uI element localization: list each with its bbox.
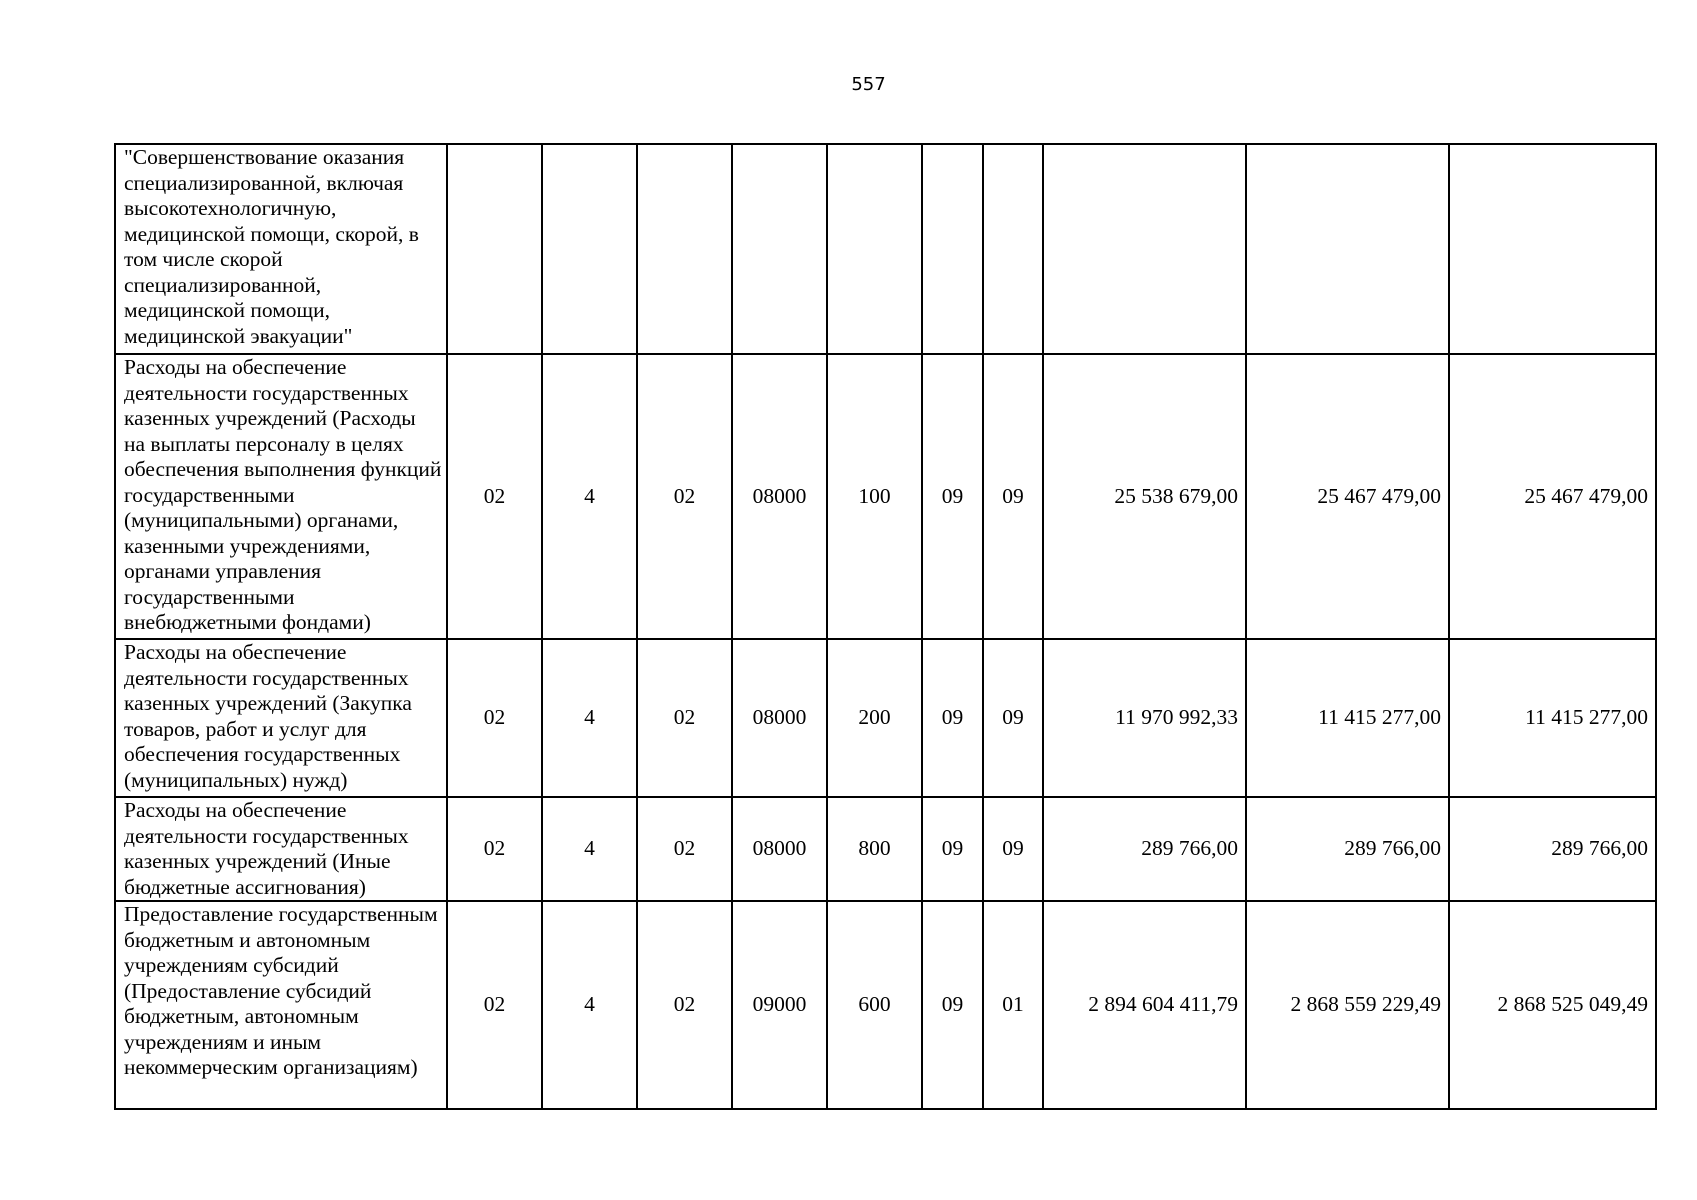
subprogram-code-cell: 02	[637, 901, 732, 1109]
expense-name-cell: Расходы на обеспечение деятельности государственных казенных учреждений (Иные бюджетные ассигнования)	[115, 797, 447, 901]
amount-cell: 11 415 277,00	[1246, 639, 1449, 797]
amount-cell: 25 467 479,00	[1449, 354, 1656, 639]
program-code-cell	[447, 144, 542, 354]
expense-name-cell: Предоставление государственным бюджетным и автономным учреждениям субсидий (Предоставление субсидий бюджетным, автономным учреждениям и иным некоммерческим организациям)	[115, 901, 447, 1109]
table-row	[115, 639, 1656, 797]
program-code-cell: 02	[447, 639, 542, 797]
subsection-code-cell: 09	[983, 639, 1043, 797]
expense-type-cell: 600	[827, 901, 922, 1109]
table-row	[115, 901, 1656, 1109]
direction-code-cell	[732, 144, 827, 354]
amount-cell: 2 868 525 049,49	[1449, 901, 1656, 1109]
section-code-cell: 09	[922, 797, 983, 901]
page-number: 557	[851, 74, 886, 95]
subprogram-code-cell: 02	[637, 639, 732, 797]
expense-type-cell	[827, 144, 922, 354]
amount-cell	[1246, 144, 1449, 354]
expense-type-cell: 100	[827, 354, 922, 639]
expense-type-cell: 800	[827, 797, 922, 901]
amount-cell: 289 766,00	[1449, 797, 1656, 901]
amount-cell: 289 766,00	[1043, 797, 1246, 901]
expense-name-cell: "Совершенствование оказания специализированной, включая высокотехнологичную, медицинской помощи, скорой, в том числе скорой специализированной, медицинской помощи, медицинской эвакуации"	[115, 144, 447, 354]
section-code-cell: 09	[922, 354, 983, 639]
amount-cell	[1449, 144, 1656, 354]
program-code-cell: 02	[447, 901, 542, 1109]
amount-cell: 25 467 479,00	[1246, 354, 1449, 639]
amount-cell	[1043, 144, 1246, 354]
amount-cell: 11 415 277,00	[1449, 639, 1656, 797]
expense-name-cell: Расходы на обеспечение деятельности государственных казенных учреждений (Расходы на выплаты персоналу в целях обеспечения выполнения функций государственными (муниципальными) органами, казенными учреждениями, органами управления государственными внебюджетными фондами)	[115, 354, 447, 639]
section-code-cell: 09	[922, 901, 983, 1109]
budget-table	[114, 143, 1657, 1110]
subprogram-type-cell: 4	[542, 901, 637, 1109]
expense-name-cell: Расходы на обеспечение деятельности государственных казенных учреждений (Закупка товаров, работ и услуг для обеспечения государственных (муниципальных) нужд)	[115, 639, 447, 797]
subprogram-type-cell: 4	[542, 639, 637, 797]
subprogram-code-cell	[637, 144, 732, 354]
table-row	[115, 797, 1656, 901]
section-code-cell: 09	[922, 639, 983, 797]
program-code-cell: 02	[447, 797, 542, 901]
table-row	[115, 354, 1656, 639]
direction-code-cell: 08000	[732, 639, 827, 797]
subsection-code-cell: 09	[983, 797, 1043, 901]
subprogram-type-cell	[542, 144, 637, 354]
amount-cell: 25 538 679,00	[1043, 354, 1246, 639]
program-code-cell: 02	[447, 354, 542, 639]
direction-code-cell: 08000	[732, 354, 827, 639]
amount-cell: 2 868 559 229,49	[1246, 901, 1449, 1109]
direction-code-cell: 08000	[732, 797, 827, 901]
subprogram-code-cell: 02	[637, 797, 732, 901]
table-row	[115, 144, 1656, 354]
subsection-code-cell: 01	[983, 901, 1043, 1109]
subsection-code-cell: 09	[983, 354, 1043, 639]
amount-cell: 11 970 992,33	[1043, 639, 1246, 797]
subsection-code-cell	[983, 144, 1043, 354]
amount-cell: 2 894 604 411,79	[1043, 901, 1246, 1109]
subprogram-type-cell: 4	[542, 797, 637, 901]
subprogram-type-cell: 4	[542, 354, 637, 639]
amount-cell: 289 766,00	[1246, 797, 1449, 901]
section-code-cell	[922, 144, 983, 354]
expense-type-cell: 200	[827, 639, 922, 797]
direction-code-cell: 09000	[732, 901, 827, 1109]
subprogram-code-cell: 02	[637, 354, 732, 639]
